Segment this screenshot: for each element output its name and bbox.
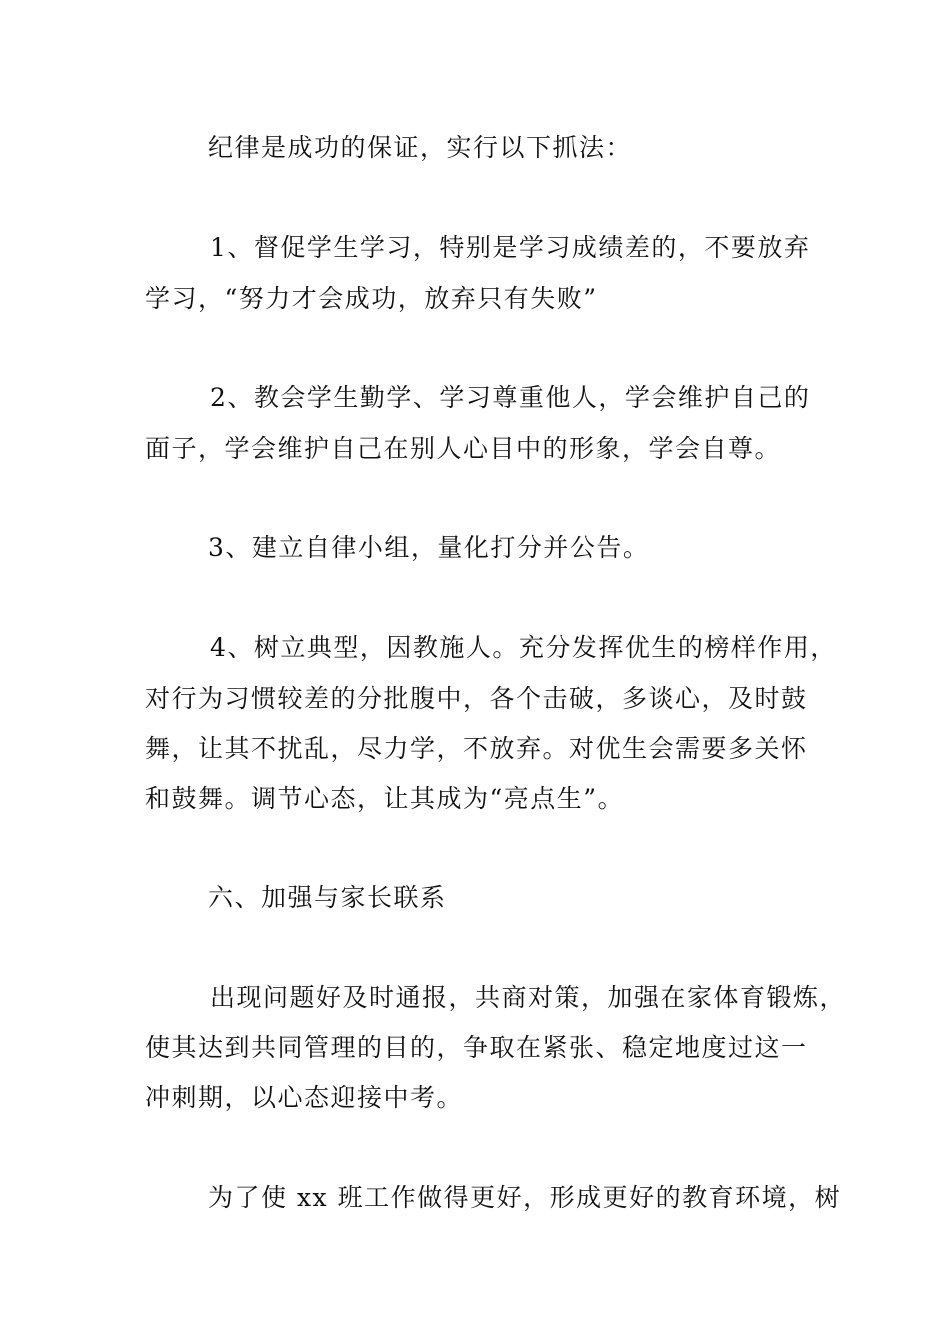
paragraph-line: 出现问题好及时通报，共商对策，加强在家体育锻炼， xyxy=(210,983,847,1012)
paragraph-line: 舞，让其不扰乱，尽力学，不放弃。对优生会需要多关怀 xyxy=(145,734,808,763)
paragraph-line: 1、督促学生学习，特别是学习成绩差的，不要放弃 xyxy=(210,233,811,262)
paragraph-line: 冲刺期，以心态迎接中考。 xyxy=(145,1083,464,1112)
paragraph-line: 和鼓舞。调节心态，让其成为“亮点生”。 xyxy=(145,784,625,813)
paragraph-line: 对行为习惯较差的分批腹中，各个击破，多谈心，及时鼓 xyxy=(145,684,808,713)
paragraph-line: 2、教会学生勤学、学习尊重他人，学会维护自己的 xyxy=(210,383,811,412)
paragraph-line: 3、建立自律小组，量化打分并公告。 xyxy=(208,533,650,562)
section-heading: 六、加强与家长联系 xyxy=(208,883,447,912)
paragraph-line: 4、树立典型，因教施人。充分发挥优生的榜样作用， xyxy=(210,633,837,662)
paragraph-line: 使其达到共同管理的目的，争取在紧张、稳定地度过这一 xyxy=(145,1033,808,1062)
paragraph-line: 面子，学会维护自己在别人心目中的形象，学会自尊。 xyxy=(145,434,782,463)
paragraph-line: 纪律是成功的保证，实行以下抓法： xyxy=(208,133,633,162)
paragraph-line: 学习，“努力才会成功，放弃只有失败” xyxy=(145,284,598,313)
paragraph-line: 为了使 xx 班工作做得更好，形成更好的教育环境，树 xyxy=(208,1183,842,1212)
